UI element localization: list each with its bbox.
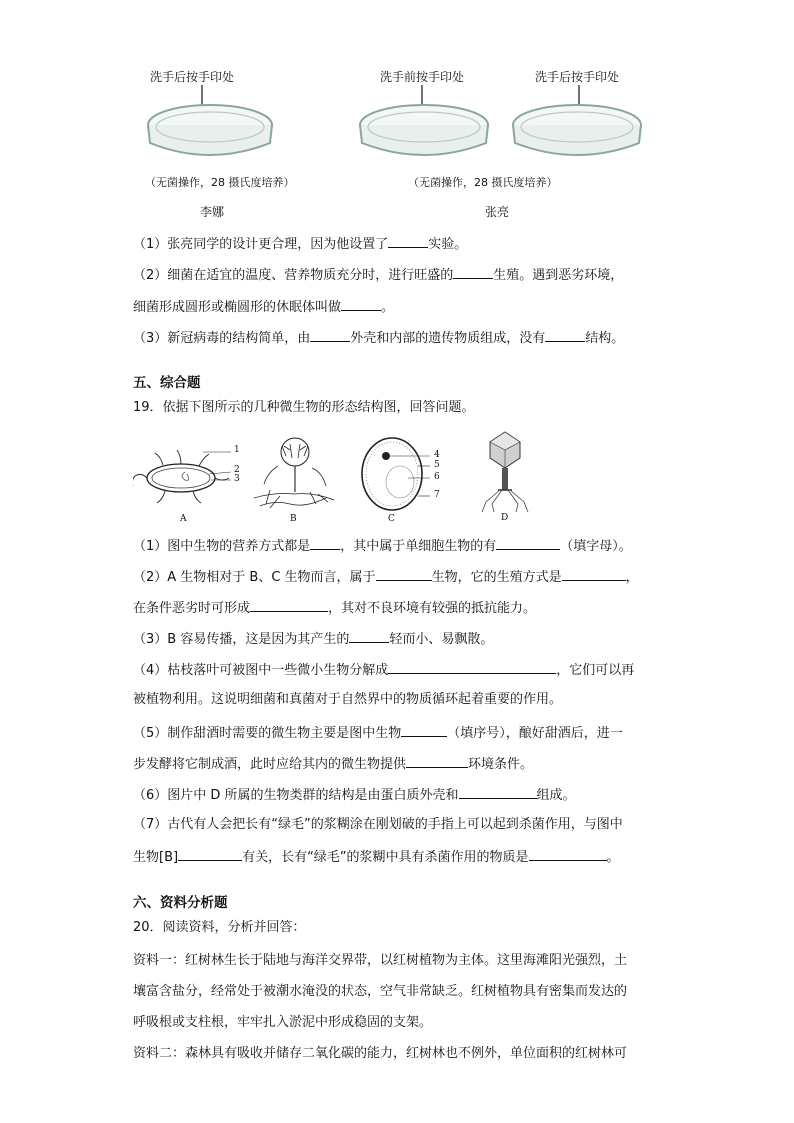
q18-part2-cont: 细菌形成圆形或椭圆形的休眠体叫做 。 (133, 296, 394, 318)
q19-part1: （1）图中生物的营养方式都是 ，其中属于单细胞生物的有 （填字母）。 (133, 535, 632, 557)
blank[interactable] (178, 846, 242, 861)
blank[interactable] (401, 722, 447, 737)
blank[interactable] (388, 659, 556, 674)
q19-part6: （6）图片中 D 所属的生物类群的结构是由蛋白质外壳和 组成。 (133, 784, 576, 806)
label-C: C (388, 514, 395, 524)
material-1-line2: 壤富含盐分，经常处于被潮水淹没的状态，空气非常缺乏。红树植物具有密集而发达的 (133, 984, 628, 999)
q19-stem: 19．依据下图所示的几种微生物的形态结构图，回答问题。 (133, 400, 475, 415)
blank[interactable] (406, 753, 468, 768)
blank[interactable] (545, 327, 585, 342)
q20-stem: 20．阅读资料，分析并回答： (133, 920, 306, 935)
petri-dish-middle (352, 85, 502, 165)
q19-part4-cont: 被植物利用。这说明细菌和真菌对于自然界中的物质循环起着重要的作用。 (133, 692, 563, 707)
q19-part3: （3）B 容易传播，这是因为其产生的 轻而小、易飘散。 (133, 628, 493, 650)
q19-part2: （2）A 生物相对于 B、C 生物而言，属于 生物，它的生殖方式是 ， (133, 566, 639, 588)
section-6-title: 六、资料分析题 (133, 895, 228, 911)
material-1-line3: 呼吸根或支柱根，牢牢扎入淤泥中形成稳固的支架。 (133, 1015, 433, 1030)
q18-part2: （2）细菌在适宜的温度、营养物质充分时，进行旺盛的 生殖。遇到恶劣环境， (133, 264, 623, 286)
q19-part5: （5）制作甜酒时需要的微生物主要是图中生物 （填序号），酿好甜酒后，进一 (133, 722, 623, 744)
label-A: A (180, 514, 187, 524)
q19-part7: （7）古代有人会把长有“绿毛”的浆糊涂在刚划破的手指上可以起到杀菌作用，与图中 (133, 817, 623, 832)
label-4: 4 (434, 450, 440, 460)
material-1-line1: 资料一：红树林生长于陆地与海洋交界带，以红树植物为主体。这里海滩阳光强烈，土 (133, 953, 628, 968)
blank[interactable] (310, 535, 340, 550)
label-1: 1 (234, 445, 240, 455)
label-6: 6 (434, 472, 440, 482)
label-7: 7 (434, 490, 440, 500)
blank[interactable] (341, 296, 381, 311)
dish-label-before-wash: 洗手前按手印处 (380, 70, 465, 84)
yeast-diagram (356, 436, 456, 516)
q18-part1: （1）张亮同学的设计更合理，因为他设置了 实验。 (133, 233, 467, 255)
q19-part4: （4）枯枝落叶可被图中一些微小生物分解成 ，它们可以再 (133, 659, 634, 681)
blank[interactable] (349, 628, 389, 643)
material-2-line1: 资料二：森林具有吸收并储存二氧化碳的能力，红树林也不例外，单位面积的红树林可 (133, 1046, 628, 1061)
name-zhang-liang: 张亮 (485, 205, 510, 219)
label-2: 2 (234, 465, 240, 475)
blank[interactable] (562, 566, 626, 581)
blank[interactable] (250, 597, 328, 612)
q19-part5-cont: 步发酵将它制成酒，此时应给其内的微生物提供 环境条件。 (133, 753, 533, 775)
name-li-na: 李娜 (200, 205, 225, 219)
bacteriophage-diagram (470, 428, 540, 514)
blank[interactable] (496, 535, 560, 550)
label-5: 5 (434, 460, 440, 470)
dish-label-after-wash-left: 洗手后按手印处 (150, 70, 235, 84)
label-3: 3 (234, 474, 240, 484)
petri-dish-left (140, 85, 290, 165)
q19-part2-cont: 在条件恶劣时可形成 ，其对不良环境有较强的抵抗能力。 (133, 597, 536, 619)
blank[interactable] (310, 327, 350, 342)
dish-caption-left: （无菌操作，28 摄氏度培养） (145, 176, 295, 189)
blank[interactable] (376, 566, 432, 581)
bacterium-diagram (133, 440, 248, 525)
label-B: B (290, 514, 297, 524)
label-D: D (501, 513, 509, 523)
q19-part7-cont: 生物[B] 有关，长有“绿毛”的浆糊中具有杀菌作用的物质是 。 (133, 846, 620, 868)
blank[interactable] (388, 233, 428, 248)
blank[interactable] (453, 264, 493, 279)
petri-dish-right (505, 85, 655, 165)
dish-label-after-wash-right: 洗手后按手印处 (535, 70, 620, 84)
dish-caption-right: （无菌操作，28 摄氏度培养） (408, 176, 558, 189)
q18-part3: （3）新冠病毒的结构简单，由 外壳和内部的遗传物质组成，没有 结构。 (133, 327, 624, 349)
blank[interactable] (529, 846, 607, 861)
mold-diagram (250, 436, 340, 516)
section-5-title: 五、综合题 (133, 375, 201, 391)
blank[interactable] (459, 784, 537, 799)
